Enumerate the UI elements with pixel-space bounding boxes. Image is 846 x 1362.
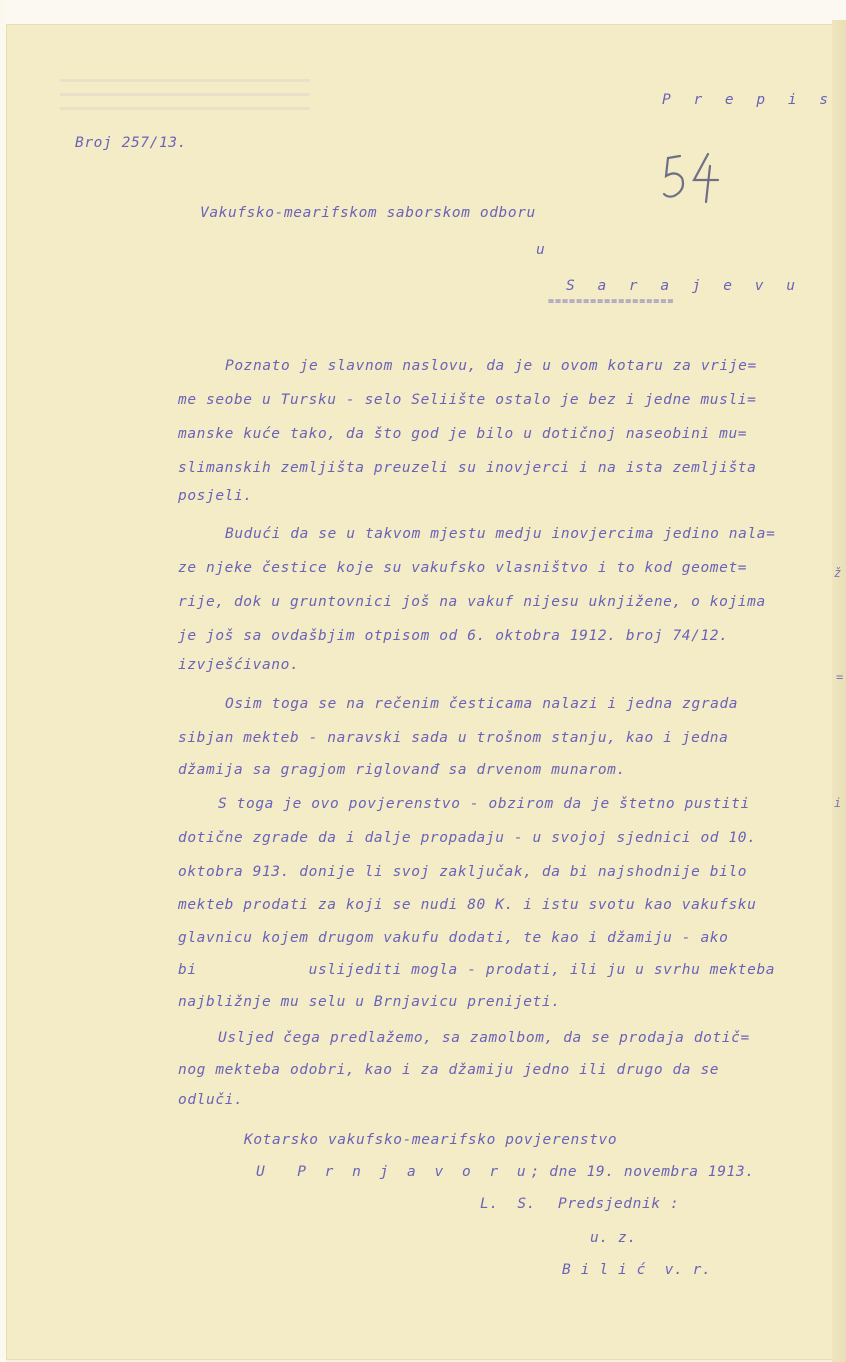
p5-line1: Uslјed čega predlažemo, sa zamolbom, da se prodaja dotič= — [218, 1030, 750, 1046]
p4-line3: oktobra 913. donije li svoj zaključak, da bi najshodnije bilo — [178, 864, 748, 880]
closing-date: ; dne 19. novembra 1913. — [530, 1164, 755, 1180]
p4-line1: S toga je ovo povjerenstvo - obzirom da je štetno pustiti — [218, 796, 750, 812]
margin-mark-2: = — [836, 670, 844, 684]
closing-place: U P r n j a v o r u — [256, 1164, 531, 1180]
addressee-line1: Vakufsko-mearifskom saborskom odboru — [200, 205, 536, 221]
p1-line4: slimanskih zemljišta preuzeli su inovjerci i na ista zemljišta — [178, 460, 757, 476]
p2-line4: je još sa ovdašbjim otpisom od 6. oktobra 1912. broj 74/12. — [178, 628, 729, 644]
document-number: Broj 257/13. — [75, 135, 187, 151]
p2-line5: izvješćivano. — [178, 657, 300, 673]
p4-line5: glavnicu kojem drugom vakufu dodati, te kao i džamiju - ako — [178, 930, 729, 946]
p1-line2: me seobe u Tursku - selo Seliište ostalo je bez i jedne musli= — [178, 392, 757, 408]
addressee-underline: ================== — [548, 296, 675, 307]
margin-mark-3: i — [834, 796, 842, 810]
document-sheet — [6, 24, 838, 1360]
p2-line3: rije, dok u gruntovnici još na vakuf nijesu uknjižene, o kojima — [178, 594, 766, 610]
p3-line1: Osim toga se na rečenim česticama nalazi i jedna zgrada — [225, 696, 739, 712]
p2-line1: Budući da se u takvom mjestu medju inovjercima jedino nala= — [225, 526, 776, 542]
bleed-through-text — [60, 70, 310, 110]
p2-line2: ze njeke čestice koje su vakufsko vlasništvo i to kod geomet= — [178, 560, 748, 576]
p4-line7: najbližnje mu selu u Brnjavicu prenijeti. — [178, 994, 561, 1010]
signatory-name: B i l i ć v. r. — [562, 1262, 712, 1278]
closing-place-date — [256, 1164, 755, 1180]
p4-line4: mekteb prodati za koji se nudi 80 K. i istu svotu kao vakufsku — [178, 897, 757, 913]
signatory-title: Predsjednik : — [558, 1196, 680, 1212]
scan-top-band — [0, 0, 846, 24]
p4-line6: bi uslijediti mogla - prodati, ili ju u svrhu mekteba — [178, 962, 776, 978]
prepis-label: P r e p i s — [662, 92, 836, 108]
p4-line2: dotične zgrade da i dalje propadaju - u svojoj sjednici od 10. — [178, 830, 757, 846]
p3-line3: džamija sa gragjom riglovanđ sa drvenom munarom. — [178, 762, 626, 778]
addressee-city: S a r a j e v u — [566, 278, 802, 294]
margin-mark-1: ž — [834, 566, 842, 580]
p3-line2: sibjan mekteb - naravski sada u trošnom stanju, kao i jedna — [178, 730, 729, 746]
p1-line5: posjeli. — [178, 488, 253, 504]
closing-organization: Kotarsko vakufsko-mearifsko povjerenstvo — [244, 1132, 618, 1148]
p5-line3: odluči. — [178, 1092, 244, 1108]
addressee-line2: u — [536, 242, 546, 258]
scan-right-edge — [832, 20, 846, 1362]
signatory-uz: u. z. — [590, 1230, 637, 1246]
p1-line3: manske kuće tako, da što god je bilo u dotičnoj naseobini mu= — [178, 426, 748, 442]
seal-ls: L. S. — [480, 1196, 536, 1212]
p1-line1: Poznato je slavnom naslovu, da je u ovom kotaru za vrije= — [225, 358, 757, 374]
handwritten-page-number — [660, 150, 732, 206]
p5-line2: nog mekteba odobri, kao i za džamiju jedno ili drugo da se — [178, 1062, 720, 1078]
